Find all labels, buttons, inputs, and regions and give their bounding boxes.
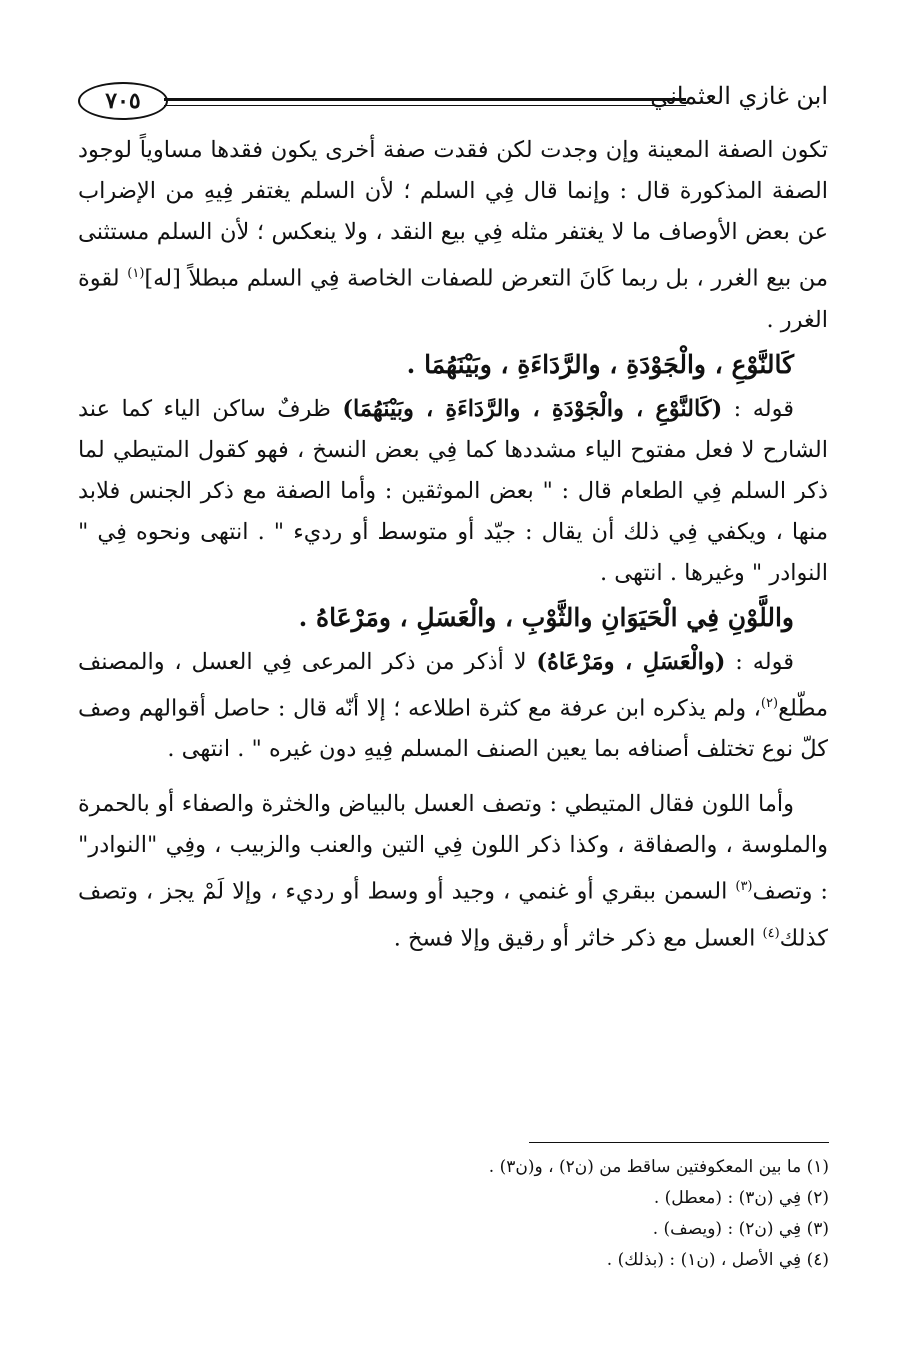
footnote-ref-2: (٢) <box>760 695 779 711</box>
matn-line-1: كَالنَّوْعِ ، والْجَوْدَةِ ، والرَّدَاءَةِ ، وبَيْنَهُمَا . <box>406 349 794 379</box>
paragraph-1-text: تكون الصفة المعينة وإن وجدت لكن فقدت صفة أخرى يكون فقدها مساوياً لوجود الصفة المذكورة قال : وإنما قال فِي السلم ؛ لأن السلم يغتفر فِيهِ من الإضراب عن بعض الأوصاف ما لا يغتفر مثله فِي بيع النقد ، ولا ينعكس ؛ لأن السلم مستثنى من بيع الغرر ، بل ربما كَانَ التعرض للصفات الخاصة فِي السلم مبطلاً [له] <box>78 137 828 292</box>
paragraph-1-end: لقوة الغرر . <box>78 265 828 333</box>
paragraph-4 <box>78 784 828 959</box>
paragraph-3-start: قوله : <box>725 648 795 675</box>
paragraph-4-b: السمن ببقري أو غنمي ، وجيد أو وسط أو رديء ، وإلا لَمْ يجز ، وتصف كذلك <box>78 878 828 951</box>
footnote-ref-4: (٤) <box>762 925 780 941</box>
paragraph-2 <box>78 389 828 594</box>
footnote-4: (٤) فِي الأصل ، (ن١) : (بذلك) . <box>606 1250 829 1270</box>
main-text <box>78 130 828 959</box>
footnote-ref-3: (٣) <box>735 879 753 894</box>
paragraph-3-rest: ، ولم يذكره ابن عرفة مع كثرة اطلاعه ؛ إلا أنّه قال : حاصل أقوالهم وصف كلّ نوع تختلف أصنافه بما يعين الصنف المسلم فِيهِ دون غيره " . انتهى . <box>78 695 828 762</box>
paragraph-2-quote: (كَالنَّوْعِ ، والْجَوْدَةِ ، والرَّدَاءَةِ ، وبَيْنَهُمَا) <box>342 395 723 422</box>
paragraph-2-start: قوله : <box>722 395 794 422</box>
paragraph-3-mid: لا أذكر من ذكر المرعى فِي العسل ، والمصنف مطّلع <box>78 648 828 721</box>
paragraph-3-quote: (والْعَسَلِ ، ومَرْعَاهُ) <box>536 648 726 675</box>
paragraph-1 <box>78 130 828 341</box>
header-rule-thin <box>164 105 686 106</box>
paragraph-3 <box>78 642 828 771</box>
footnotes <box>229 1152 829 1276</box>
page-number: ٧٠٥ <box>78 82 168 120</box>
matn-line-2: واللَّوْنِ فِي الْحَيَوَانِ والثَّوْبِ ، والْعَسَلِ ، ومَرْعَاهُ . <box>298 602 794 632</box>
running-head: ابن غازي العثماني <box>650 82 828 110</box>
paragraph-4-a: وأما اللون فقال المتيطي : وتصف العسل بالبياض والخثرة والصفاء أو بالحمرة والملوسة ، والصفاقة ، وكذا ذكر اللون فِي التين والعنب والزبيب ، وفِي "النوادر" : وتصف <box>78 791 828 905</box>
header-rule <box>164 98 686 101</box>
paragraph-4-c: العسل مع ذكر خاثر أو رقيق وإلا فسخ . <box>393 925 763 951</box>
footnote-2: (٢) فِي (ن٣) : (معطل) . <box>653 1188 829 1208</box>
footnote-1: (١) ما بين المعكوفتين ساقط من (ن٢) ، و(ن٣) . <box>488 1157 829 1177</box>
footnote-3: (٣) فِي (ن٢) : (ويصف) . <box>652 1219 829 1239</box>
footnote-separator <box>529 1142 829 1143</box>
page-header <box>78 68 828 132</box>
footnote-ref-1: (١) <box>127 266 145 281</box>
paragraph-2-rest: ظرفٌ ساكن الياء كما عند الشارح لا فعل مفتوح الياء مشددها كما فِي بعض النسخ ، فهو كقول المتيطي لما ذكر السلم فِي الطعام قال : " بعض الموثقين : وأما الصفة مع ذكر الجنس فلابد منها ، ويكفي فِي ذلك أن يقال : جيّد أو متوسط أو رديء " . انتهى ونحوه فِي " النوادر " وغيرها . انتهى . <box>78 395 828 586</box>
